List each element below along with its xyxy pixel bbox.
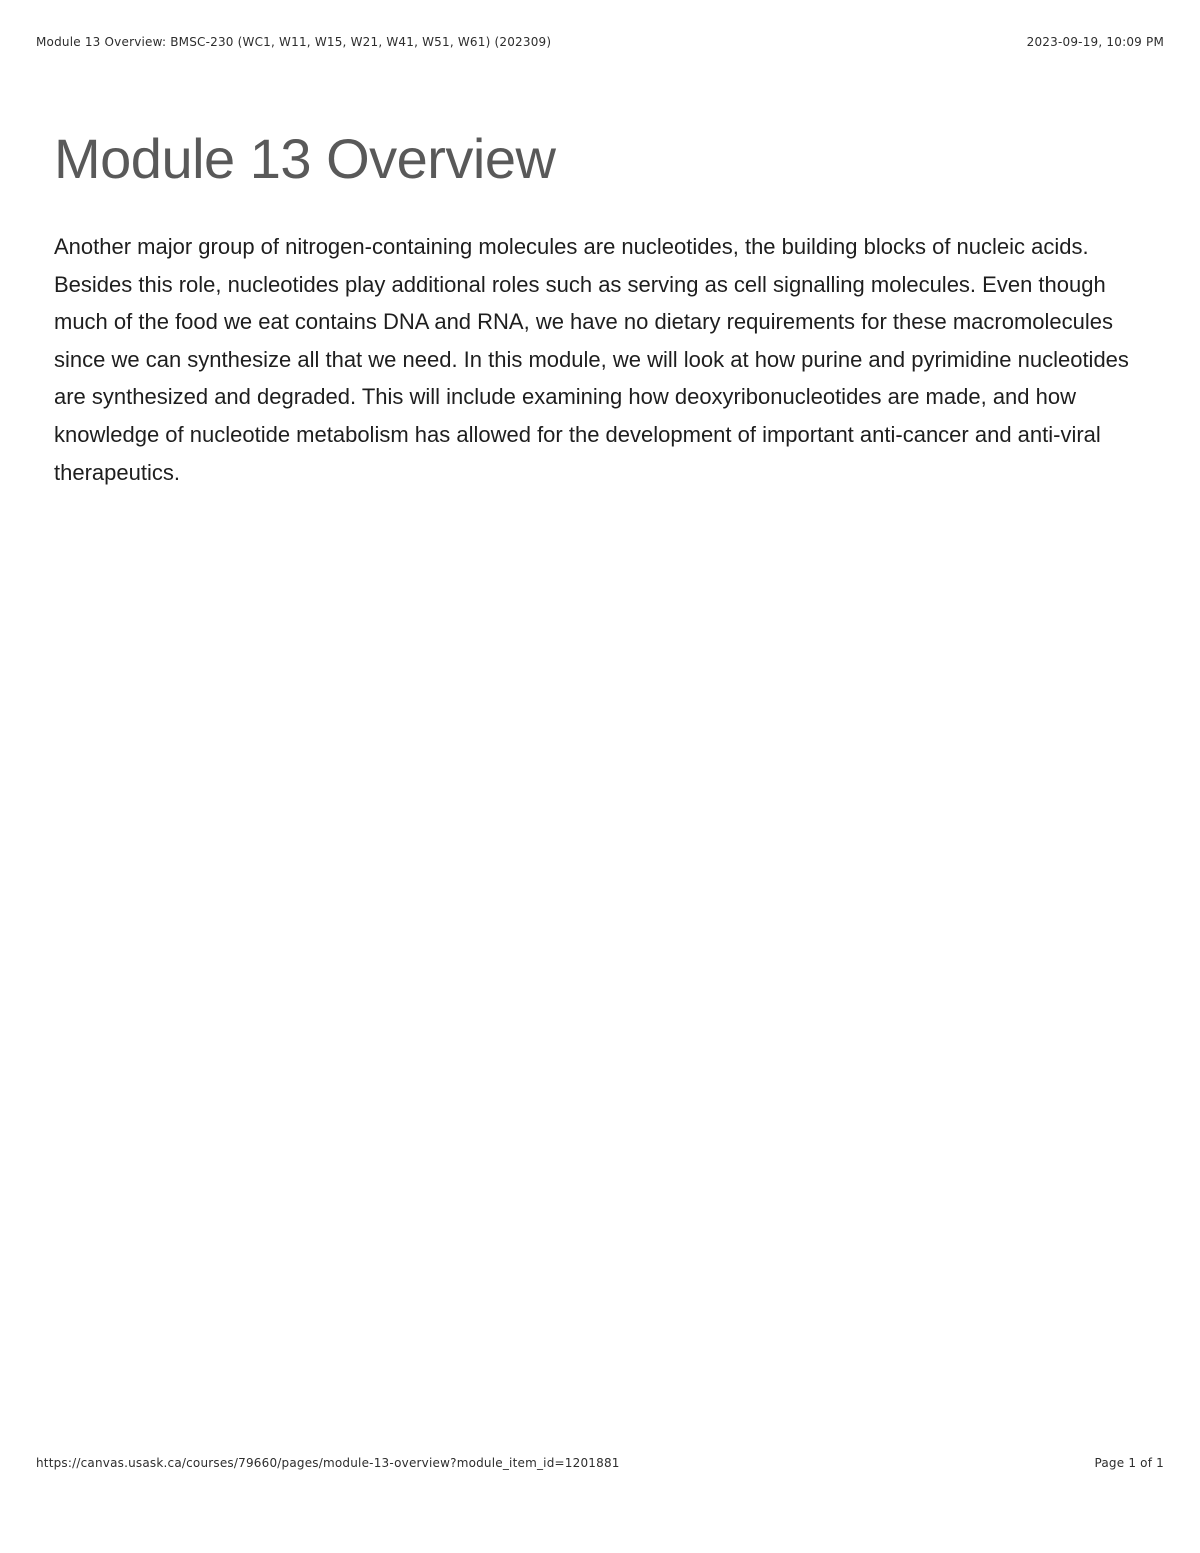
- page-url[interactable]: https://canvas.usask.ca/courses/79660/pages/module-13-overview?module_item_id=1201881: [36, 1456, 620, 1470]
- overview-paragraph: Another major group of nitrogen-containing molecules are nucleotides, the building blocks of nucleic acids. Besides this role, nucleotides play additional roles such as serving as cell signalling molecules. Even though much of the food we eat contains DNA and RNA, we have no dietary requirements for these macromolecules since we can synthesize all that we need. In this module, we will look at how purine and pyrimidine nucleotides are synthesized and degraded. This will include examining how deoxyribonucleotides are made, and how knowledge of nucleotide metabolism has allowed for the development of important anti-cancer and anti-viral therapeutics.: [54, 234, 1129, 485]
- print-header: [36, 35, 1164, 49]
- page-indicator: Page 1 of 1: [1094, 1456, 1164, 1470]
- print-footer: [36, 1456, 1164, 1470]
- printed-datetime: 2023-09-19, 10:09 PM: [1026, 35, 1164, 49]
- page-content: [54, 124, 1154, 491]
- page-title: Module 13 Overview: [54, 127, 556, 190]
- document-title: Module 13 Overview: BMSC-230 (WC1, W11, W15, W21, W41, W51, W61) (202309): [36, 35, 552, 49]
